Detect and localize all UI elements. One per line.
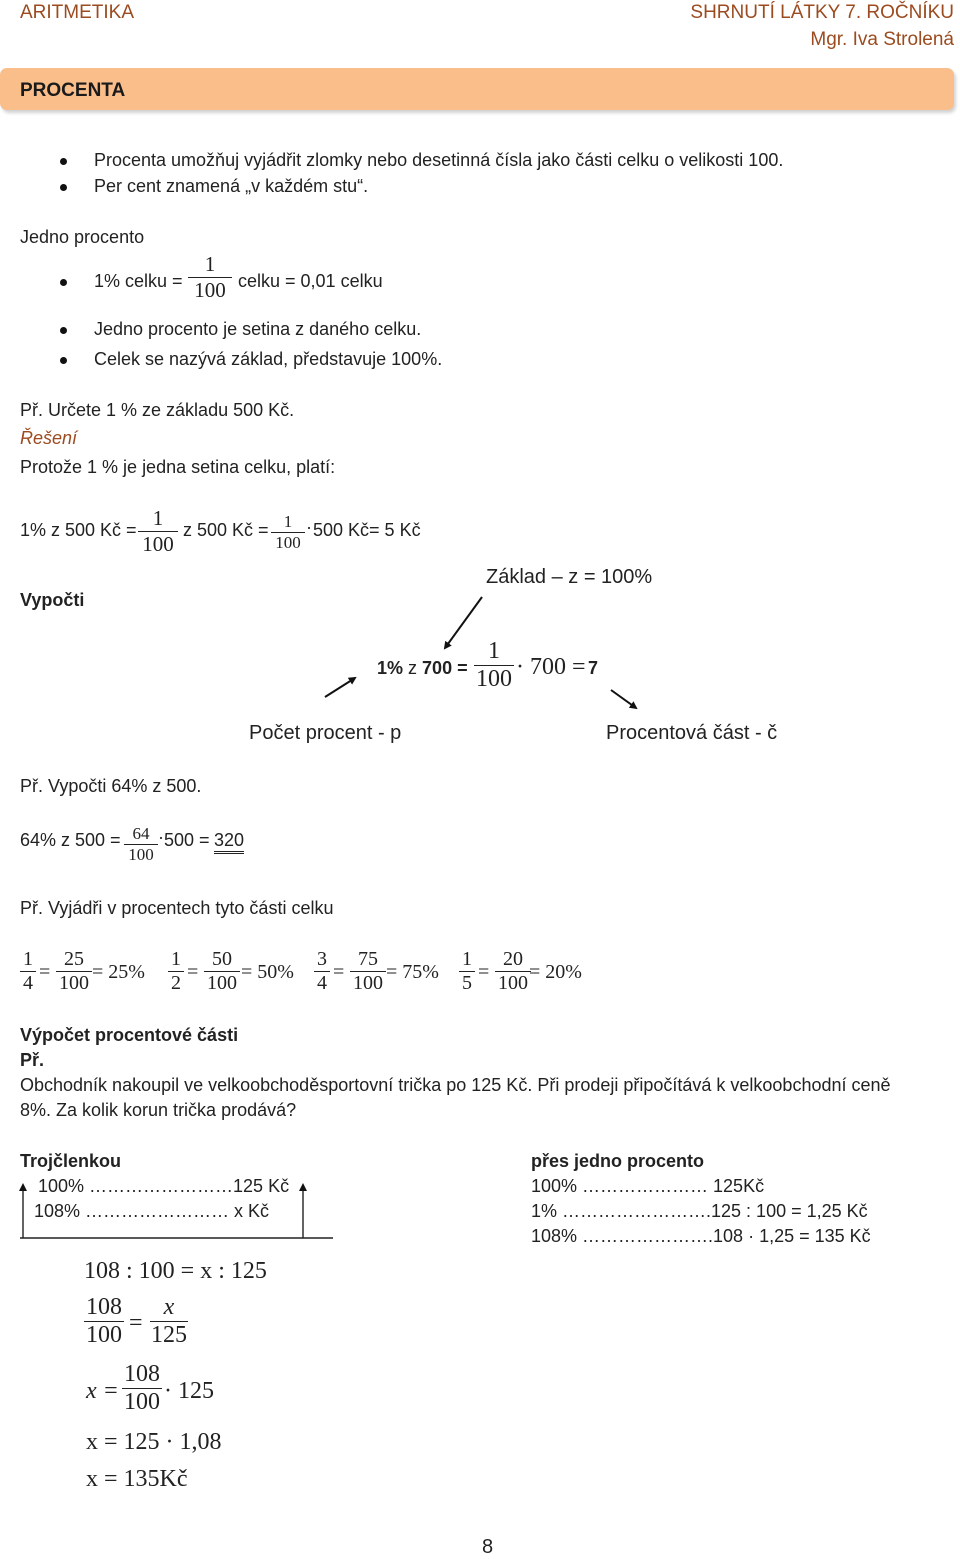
multiply-dot: · [158,828,164,848]
formula-base: 700 = [422,658,468,678]
intro-bullet-1: Procenta umožňuj vyjádřit zlomky nebo desetinná čísla jako části celku o velikosti 100. [94,150,784,170]
fraction [314,948,330,995]
fraction-numerator: 108 [124,1361,160,1387]
example-2-eq-right: 500 = [164,830,210,850]
example-1-eq-mid: z 500 Kč = [183,520,269,540]
fraction-denominator: 100 [275,533,301,552]
fraction-x-125 [150,1294,188,1349]
formula-mid-text: 700 = [530,654,586,680]
fraction-numerator: 108 [86,1294,122,1320]
fraction-108-100 [122,1361,162,1416]
section-title: PROCENTA [20,80,126,101]
fraction-denominator: 4 [317,972,327,994]
header-author: Mgr. Iva Strolená [810,29,954,50]
fraction-denominator: 100 [194,278,226,302]
example-1-task: Př. Určete 1 % ze základu 500 Kč. [20,400,295,420]
fraction-denominator: 100 [142,532,174,556]
rule-of-three-row-2: 108% …………………… x Kč [34,1201,270,1221]
fraction [56,948,92,995]
formula-z: z [408,658,418,678]
calc-heading: Vypočti [20,590,85,610]
formula-percent: 1% [377,658,404,678]
fraction-108-100 [84,1294,124,1349]
header-title: SHRNUTÍ LÁTKY 7. ROČNÍKU [690,2,954,23]
solution-label: Řešení [20,428,78,448]
example-2-eq-left: 64% z 500 = [20,830,121,850]
part-task-line-2: 8%. Za kolik korun trička prodává? [20,1100,297,1120]
fraction-denominator: 4 [23,972,33,994]
formula-result: 7 [588,658,599,678]
formula-mid: · 700 = [516,654,586,680]
fraction [459,948,475,995]
fraction-64-100 [124,824,158,865]
fraction-numerator: 20 [503,948,523,970]
fraction [168,948,184,995]
example-2-task: Př. Vypočti 64% z 500. [20,776,202,796]
example-1-eq-left: 1% z 500 Kč = [20,520,137,540]
intro-bullet-2: Per cent znamená „v každém stu“. [94,176,369,196]
solve-x-step: x = 125 · 1,08 [86,1429,222,1455]
example-1-explanation: Protože 1 % je jedna setina celku, platí: [20,457,336,477]
fraction-numerator: 3 [317,948,327,970]
fraction [20,948,36,995]
fraction-denominator: 125 [151,1322,187,1348]
fraction-denominator: 100 [353,972,383,994]
part-heading: Výpočet procentové části [20,1025,239,1045]
fraction-denominator: 5 [462,972,472,994]
via-one-percent-row-3: 108% ………………….108 · 1,25 = 135 Kč [531,1226,871,1246]
arrow-icon [611,690,636,708]
fraction-denominator: 2 [171,972,181,994]
fraction [204,948,240,995]
fraction-denominator: 100 [476,666,512,692]
arrow-icon [325,678,355,697]
fraction-numerator: 1 [283,512,293,531]
proportion-equation: 108 : 100 = x : 125 [84,1258,267,1284]
rule-of-three-row-1: 100% ……………………125 Kč [38,1176,290,1196]
equals-sign: = [39,961,51,983]
fraction-numerator: 1 [462,948,472,970]
equals-sign: = [129,1310,143,1336]
percent-result: = 50% [241,961,294,983]
fraction-denominator: 100 [124,1389,160,1415]
fraction-numerator: x [163,1294,175,1320]
fraction-numerator: 1 [23,948,33,970]
fraction-numerator: 64 [132,824,150,843]
fraction-numerator: 1 [488,638,500,664]
fraction-denominator: 100 [86,1322,122,1348]
percent-result: = 25% [92,961,145,983]
example-1-eq-right: 500 Kč= 5 Kč [313,520,421,540]
fraction-numerator: 1 [152,506,164,530]
fraction-numerator: 75 [358,948,378,970]
fraction-numerator: 1 [204,252,216,276]
solve-x-result: x = 135Kč [86,1466,188,1492]
fraction-denominator: 100 [59,972,89,994]
equals-sign: = [478,961,490,983]
one-percent-def-right: celku = 0,01 celku [238,271,383,291]
equals-sign: = [333,961,345,983]
example-3-task: Př. Vyjádři v procentech tyto části celku [20,898,334,918]
header-subject: ARITMETIKA [20,2,135,23]
example-2-result: 320 [214,830,244,854]
one-percent-bullet-2: Jedno procento je setina z daného celku. [94,319,422,339]
percent-result: = 20% [529,961,582,983]
fraction [350,948,386,995]
one-percent-def-left: 1% celku = [94,271,183,291]
label-zaklad: Základ – z = 100% [486,566,653,588]
equals-sign: = [187,961,199,983]
fraction-denominator: 100 [128,845,154,864]
solve-x-tail: · 125 [164,1378,214,1404]
label-pocet-procent: Počet procent - p [249,722,402,744]
subheading-one-percent: Jedno procento [20,227,145,247]
fraction-numerator: 1 [171,948,181,970]
via-one-percent-row-1: 100% ………………… 125Kč [531,1176,765,1196]
one-percent-bullet-3: Celek se nazývá základ, představuje 100%. [94,349,443,369]
via-one-percent-row-2: 1% …………………….125 : 100 = 1,25 Kč [531,1201,868,1221]
label-procentova-cast: Procentová část - č [606,722,778,744]
part-pr-label: Př. [20,1050,45,1070]
fraction-denominator: 100 [498,972,528,994]
part-task-line-1: Obchodník nakoupil ve velkoobchoděsportovní trička po 125 Kč. Při prodeji připočítává k velkoobchodní ceně [20,1075,891,1095]
solve-x-label: x = [86,1378,119,1404]
rule-of-three-heading: Trojčlenkou [20,1151,122,1171]
arrow-icon [445,597,482,648]
fraction-denominator: 100 [207,972,237,994]
via-one-percent-heading: přes jedno procento [531,1151,705,1171]
fraction-numerator: 25 [64,948,84,970]
multiply-dot: · [306,518,312,538]
fraction [495,948,531,995]
page-number: 8 [482,1536,494,1558]
percent-result: = 75% [386,961,439,983]
fraction-numerator: 50 [212,948,232,970]
